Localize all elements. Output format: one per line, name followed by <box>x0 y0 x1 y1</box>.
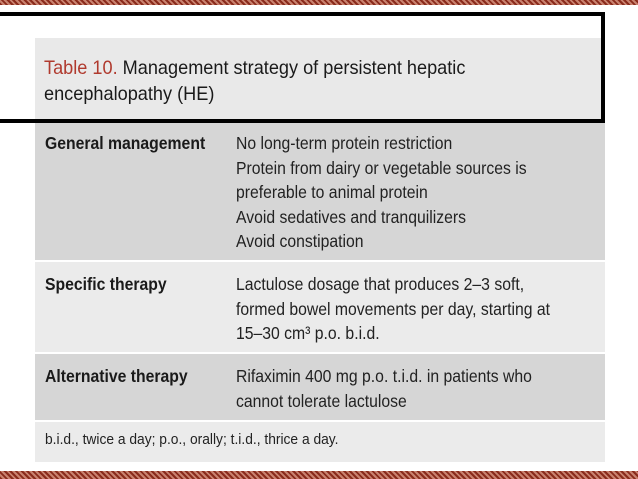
row-label-alternative-therapy: Alternative therapy <box>45 366 188 386</box>
table-row-alternative-therapy <box>35 354 605 420</box>
row-content-specific-therapy <box>236 272 636 346</box>
table-row-general-management <box>35 122 605 260</box>
table-title-line-1: Management strategy of persistent hepatic <box>122 57 466 79</box>
table-number-label: Table 10. <box>44 57 118 79</box>
row-line: Avoid constipation <box>236 231 364 251</box>
row-line: No long-term protein restriction <box>236 133 453 153</box>
top-decorative-stripe <box>0 0 638 5</box>
table-title-line-2: encephalopathy (HE) <box>44 83 215 105</box>
row-label-specific-therapy: Specific therapy <box>45 274 167 294</box>
row-line: Lactulose dosage that produces 2–3 soft, <box>236 274 525 294</box>
row-line: Rifaximin 400 mg p.o. t.i.d. in patients who <box>236 366 532 386</box>
row-divider <box>35 420 605 422</box>
table-row-specific-therapy <box>35 262 605 352</box>
table-footnote: b.i.d., twice a day; p.o., orally; t.i.d., thrice a day. <box>45 431 339 448</box>
row-line: cannot tolerate lactulose <box>236 390 407 411</box>
row-line: 15–30 cm³ p.o. b.i.d. <box>236 323 380 343</box>
row-line: formed bowel movements per day, starting at <box>236 298 550 319</box>
bottom-decorative-stripe <box>0 471 638 479</box>
row-content-general-management <box>236 131 636 254</box>
row-line: Avoid sedatives and tranquilizers <box>236 206 466 227</box>
row-line: Protein from dairy or vegetable sources is <box>236 157 527 178</box>
row-label-general-management: General management <box>45 133 206 153</box>
row-line: preferable to animal protein <box>236 182 428 202</box>
highlight-frame <box>0 12 605 123</box>
row-content-alternative-therapy <box>236 364 636 413</box>
